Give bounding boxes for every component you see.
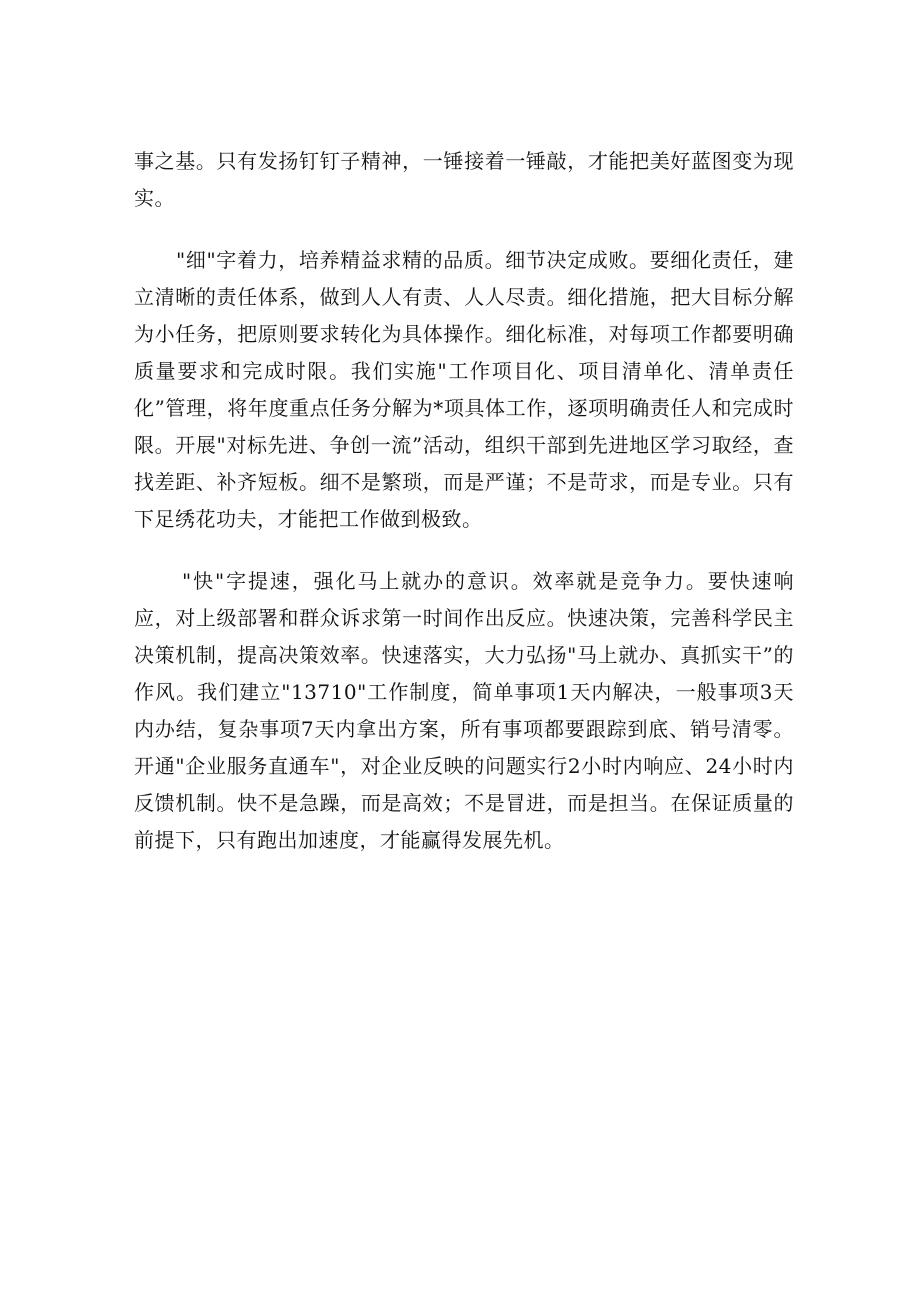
document-body (134, 143, 794, 859)
paragraph-xi: "细"字着力，培养精益求精的品质。细节决定成败。要细化责任，建立清晰的责任体系，做到人人有责、人人尽责。细化措施，把大目标分解为小任务，把原则要求转化为具体操作。细化标准，对每项工作都要明确质量要求和完成时限。我们实施"工作项目化、项目清单化、清单责任化”管理，将年度重点任务分解为*项具体工作，逐项明确责任人和完成时限。开展"对标先进、争创一流”活动，组织干部到先进地区学习取经，查找差距、补齐短板。细不是繁琐，而是严谨；不是苛求，而是专业。只有下足绣花功夫，才能把工作做到极致。 (134, 248, 794, 531)
paragraph-continuation: 事之基。只有发扬钉钉子精神，一锤接着一锤敲，才能把美好蓝图变为现实。 (134, 149, 794, 210)
paragraph-kuai: "快"字提速，强化马上就办的意识。效率就是竞争力。要快速响应，对上级部署和群众诉求第一时间作出反应。快速决策，完善科学民主决策机制，提高决策效率。快速落实，大力弘扬"马上就办、真抓实干”的作风。我们建立"13710"工作制度，简单事项1天内解决，一般事项3天内办结，复杂事项7天内拿出方案，所有事项都要跟踪到底、销号清零。开通"企业服务直通车"，对企业反映的问题实行2小时内响应、24小时内反馈机制。快不是急躁，而是高效；不是冒进，而是担当。在保证质量的前提下，只有跑出加速度，才能赢得发展先机。 (134, 569, 794, 852)
